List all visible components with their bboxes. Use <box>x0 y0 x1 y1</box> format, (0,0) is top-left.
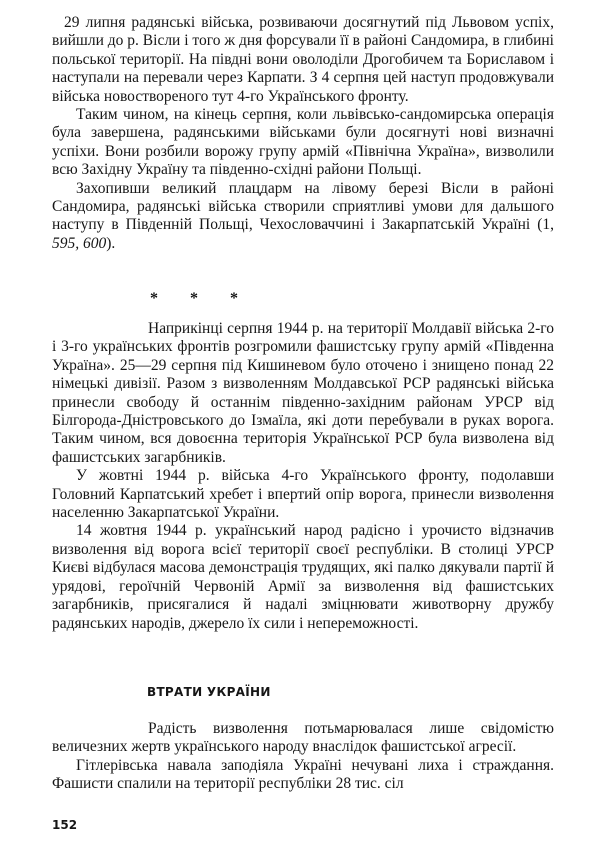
text-section-losses <box>52 720 554 794</box>
paragraph: У жовтні 1944 р. війська 4-го Українського фронту, подолавши Головний Карпатський хребет і впертий опір ворога, принесли визволення населенню Закарпатської України. <box>52 467 554 522</box>
reference-pages: 595, 600 <box>52 234 107 252</box>
paragraph: Гітлерівська навала заподіяла Україні нечувані лиха і страждання. Фашисти спалили на території республіки 28 тис. сіл <box>52 756 554 793</box>
paragraph: Наприкінці серпня 1944 р. на території Молдавії війська 2-го і 3-го українських фронтів розгромили фашистську групу армій «Південна Україна». 25—29 серпня під Кишиневом було оточено і знищено понад 22 німецькі дивізії. Разом з визволенням Молдавської РСР радянські війська принесли свободу й останнім південно-західним районам УРСР від Білгорода-Дністровського до Ізмаїла, які доти перебували в руках ворога. Таким чином, вся довоєнна територія Української РСР була визволена від фашистських загарбників. <box>52 320 554 466</box>
paragraph-text-end: ). <box>106 234 116 252</box>
paragraph: Радість визволення потьмарювалася лише свідомістю величезних жертв українського народу внаслідок фашистської агресії. <box>52 720 554 756</box>
paragraph <box>52 180 554 254</box>
section-separator: * * * <box>150 290 252 307</box>
paragraph: 14 жовтня 1944 р. український народ радісно і урочисто відзначив визволення від ворога всієї території своєї республіки. В столиці УРСР Києві відбулася масова демонстрація трудящих, які палко дякували партії й урядові, героїчній Червоній Армії за визволення від фашистських загарбників, присягалися й надалі зміцнювати животворну дружбу радянських народів, джерело їх сили і непереможності. <box>52 522 554 632</box>
text-section-moldova <box>52 320 554 633</box>
section-heading: ВТРАТИ УКРАЇНИ <box>147 685 271 699</box>
page-number: 152 <box>52 818 78 832</box>
text-section-lviv-sandomierz <box>52 14 554 253</box>
paragraph-text: Захопивши великий плацдарм на лівому березі Вісли в районі Сандомира, радянські війська створили сприятливі умови для дальшого наступу в Південній Польщі, Чехословаччині і Закарпатській Україні (1, <box>52 179 554 234</box>
paragraph: 29 липня радянські війська, розвиваючи досягнутий під Львовом успіх, вийшли до р. Вісли і того ж дня форсували її в районі Сандомира, в глибині польської території. На півдні вони оволоділи Дрогобичем та Бориславом і наступали на перевали через Карпати. З 4 серпня цей наступ продовжували війська новоствореного тут 4-го Українського фронту. <box>52 14 554 105</box>
paragraph: Таким чином, на кінець серпня, коли львівсько-сандомирська операція була завершена, радянськими військами були досягнуті нові визначні успіхи. Вони розбили ворожу групу армій «Північна Україна», визволили всю Західну Україну та південно-східні райони Польщі. <box>52 106 554 179</box>
